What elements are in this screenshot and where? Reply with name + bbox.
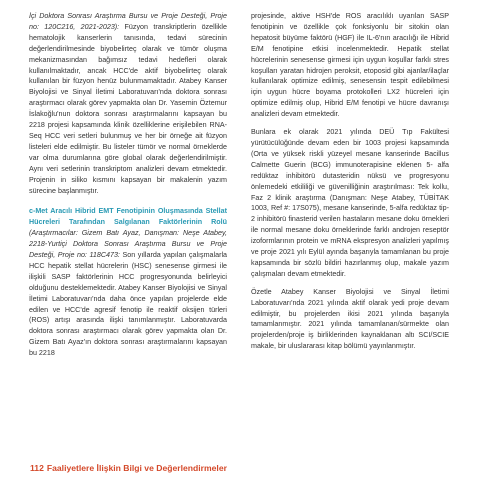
footer-title: Faaliyetlere İlişkin Bilgi ve Değerlendirmeler [46,463,227,473]
project-reference: (Araştırmacılar: Gizem Batı Ayaz, Danışman: Neşe Atabey, 2218-Yurtiçi Doktora Sonrası Araştırma Bursu ve Proje Desteği, Proje no: 118C473: [29,229,227,260]
right-column [251,11,449,352]
right-paragraph-bladder: Bunlara ek olarak 2021 yılında DEÜ Tıp Fakültesi yürütücülüğünde devam eden bir 1003 projesi kapsamında (Orta ve yüksek riskli yüzeyel mesane kanserinde Bacillus Calmette Guerin (BCG) immunoterapisine eklenen 5- alfa redüktaz inhibitörü dutasteridin nüksü ve progresyonu önlemedeki etkililiği ve güvenilliğinin araştırılması: Tek kollu, Faz 2 klinik araştırma (Danışman: Neşe Atabey, TÜBİTAK 1003, Ref #: 17S075), mesane kanserinde, 5-alfa redüktaz tip-2 inhibitörü finasterid verilen hastaların mesane doku örnekleri ile normal mesane doku örneklerinde farklı androjen reseptör izoformlarının protein ve mRNA ekspresyon analizleri yapılmış ve proje 2021 yılı Eylül ayında başarıyla tamamlanan bu proje kapsamında bir sözlü bildiri hazırlanmış olup, makale yazım çalışmaları devam etmektedir. [251,128,449,278]
left-paragraph-cmet [29,206,227,359]
left-paragraph-fusion [29,11,227,196]
right-paragraph-summary: Özetle Atabey Kanser Biyolojisi ve Sinyal İletimi Laboratuvarı'nda 2021 yılında aktif olarak yedi proje devam edilmiştir, bu projelerden ikisi 2021 yılında başarıyla tamamlanmıştır. 2021 yılında tamamlanan/sürmekte olan projelerden/proje iş birliklerinden kaynaklanan altı SCI/SCIE makale, bir uluslararası kitap bölümü yayınlanmıştır. [251,287,449,351]
left-column [29,11,227,359]
paragraph-text: Son yıllarda yapılan çalışmalarla HCC hepatik stellat hücrelerin (HSC) senesense girmesi ile ilişkili SASP faktörlerinin HCC progresyonunda belirleyici olduğunu desteklemektedir. Atabey Kanser Biyolojisi ve Sinyal İletimi Laboratuvarı'nda daha önce yapılan projelerde elde edilen ve HCC'de agresif fenotip ile reaktif oksijen türleri (ROS) artışı arasında ilişki tanımlanmıştır. Laboratuvarda doktora sonrası araştırmacı olarak görev yapmakta olan Dr. Gizem Batı Ayaz'ın doktora sonrası araştırmalarını kapsayan bu 2218 [29,251,228,358]
page-footer [30,463,227,473]
project-reference: İçi Doktora Sonrası Araştırma Bursu ve Proje Desteği, Proje no: 120C216, 2021-2023): [29,12,227,31]
right-paragraph-sasp: projesinde, aktive HSH'de ROS aracılıklı uyarılan SASP fenotipinin ve özellikle çok fonksiyonlu bir sitokin olan hepatosit büyüme faktörü (HGF) ile IL-6'nın aracılığı ile Hibrid E/M fenotipine etkisi incelenmektedir. Hepatik stellat hücrelerinin senesense girmesi için uygun koşullar farklı stres koşulları yaratan hidrojen peroksit, etoposid gibi ajanlar/ilaçlar kullanılarak optimize edilmiş, senesensin tespit edilebilmesi için uygun hücre boyama protokolleri LX2 hücreleri için optimize edilmiş olup, Hibrid E/M fenotipi ve hücre davranışı analizleri devam etmektedir. [251,12,449,119]
page-number: 112 [30,463,44,473]
section-heading: c-Met Aracılı Hibrid EMT Fenotipinin Oluşmasında Stellat Hücreleri Tarafından Salgılanan Faktörlerinin Rolü [29,207,227,227]
paragraph-text: Füzyon transkriptlerin özellikle hematolojik kanserlerin tanısında, tedavi sürecinin değerlendirilmesinde biyobelirteç olarak ve tümör oluşma mekanizmasından bağımsız tedavi hedefleri olarak kullanılmaktadır, ancak HCC'de aktif biyobelirteç olarak kullanılan bir füzyon henüz bulunmamaktadır. Atabey Kanser Biyolojisi ve Sinyal İletimi Laboratuvarı'nda doktora sonrası araştırmacı olarak görev yapmakta olan Dr. Yasemin Öztemur İslakoğlu'nun doktora sonrası araştırmalarını kapsayan bu 2218 projesi kapsamında klinik özelliklerine erişilebilen RNA-Seq HCC veri setleri bulunmuş ve her bir örneğe ait füzyon listeleri elde edilmiştir. Bu listeler tümör ve normal örneklerde var olma durumlarına göre global olarak değerlendirilmiştir. Aynı veri setlerinin transkriptom analizleri devam etmektedir. Projenin in siliko kısmını kapsayan bir makalenin yazım sürecine başlanmıştır. [29,22,227,195]
